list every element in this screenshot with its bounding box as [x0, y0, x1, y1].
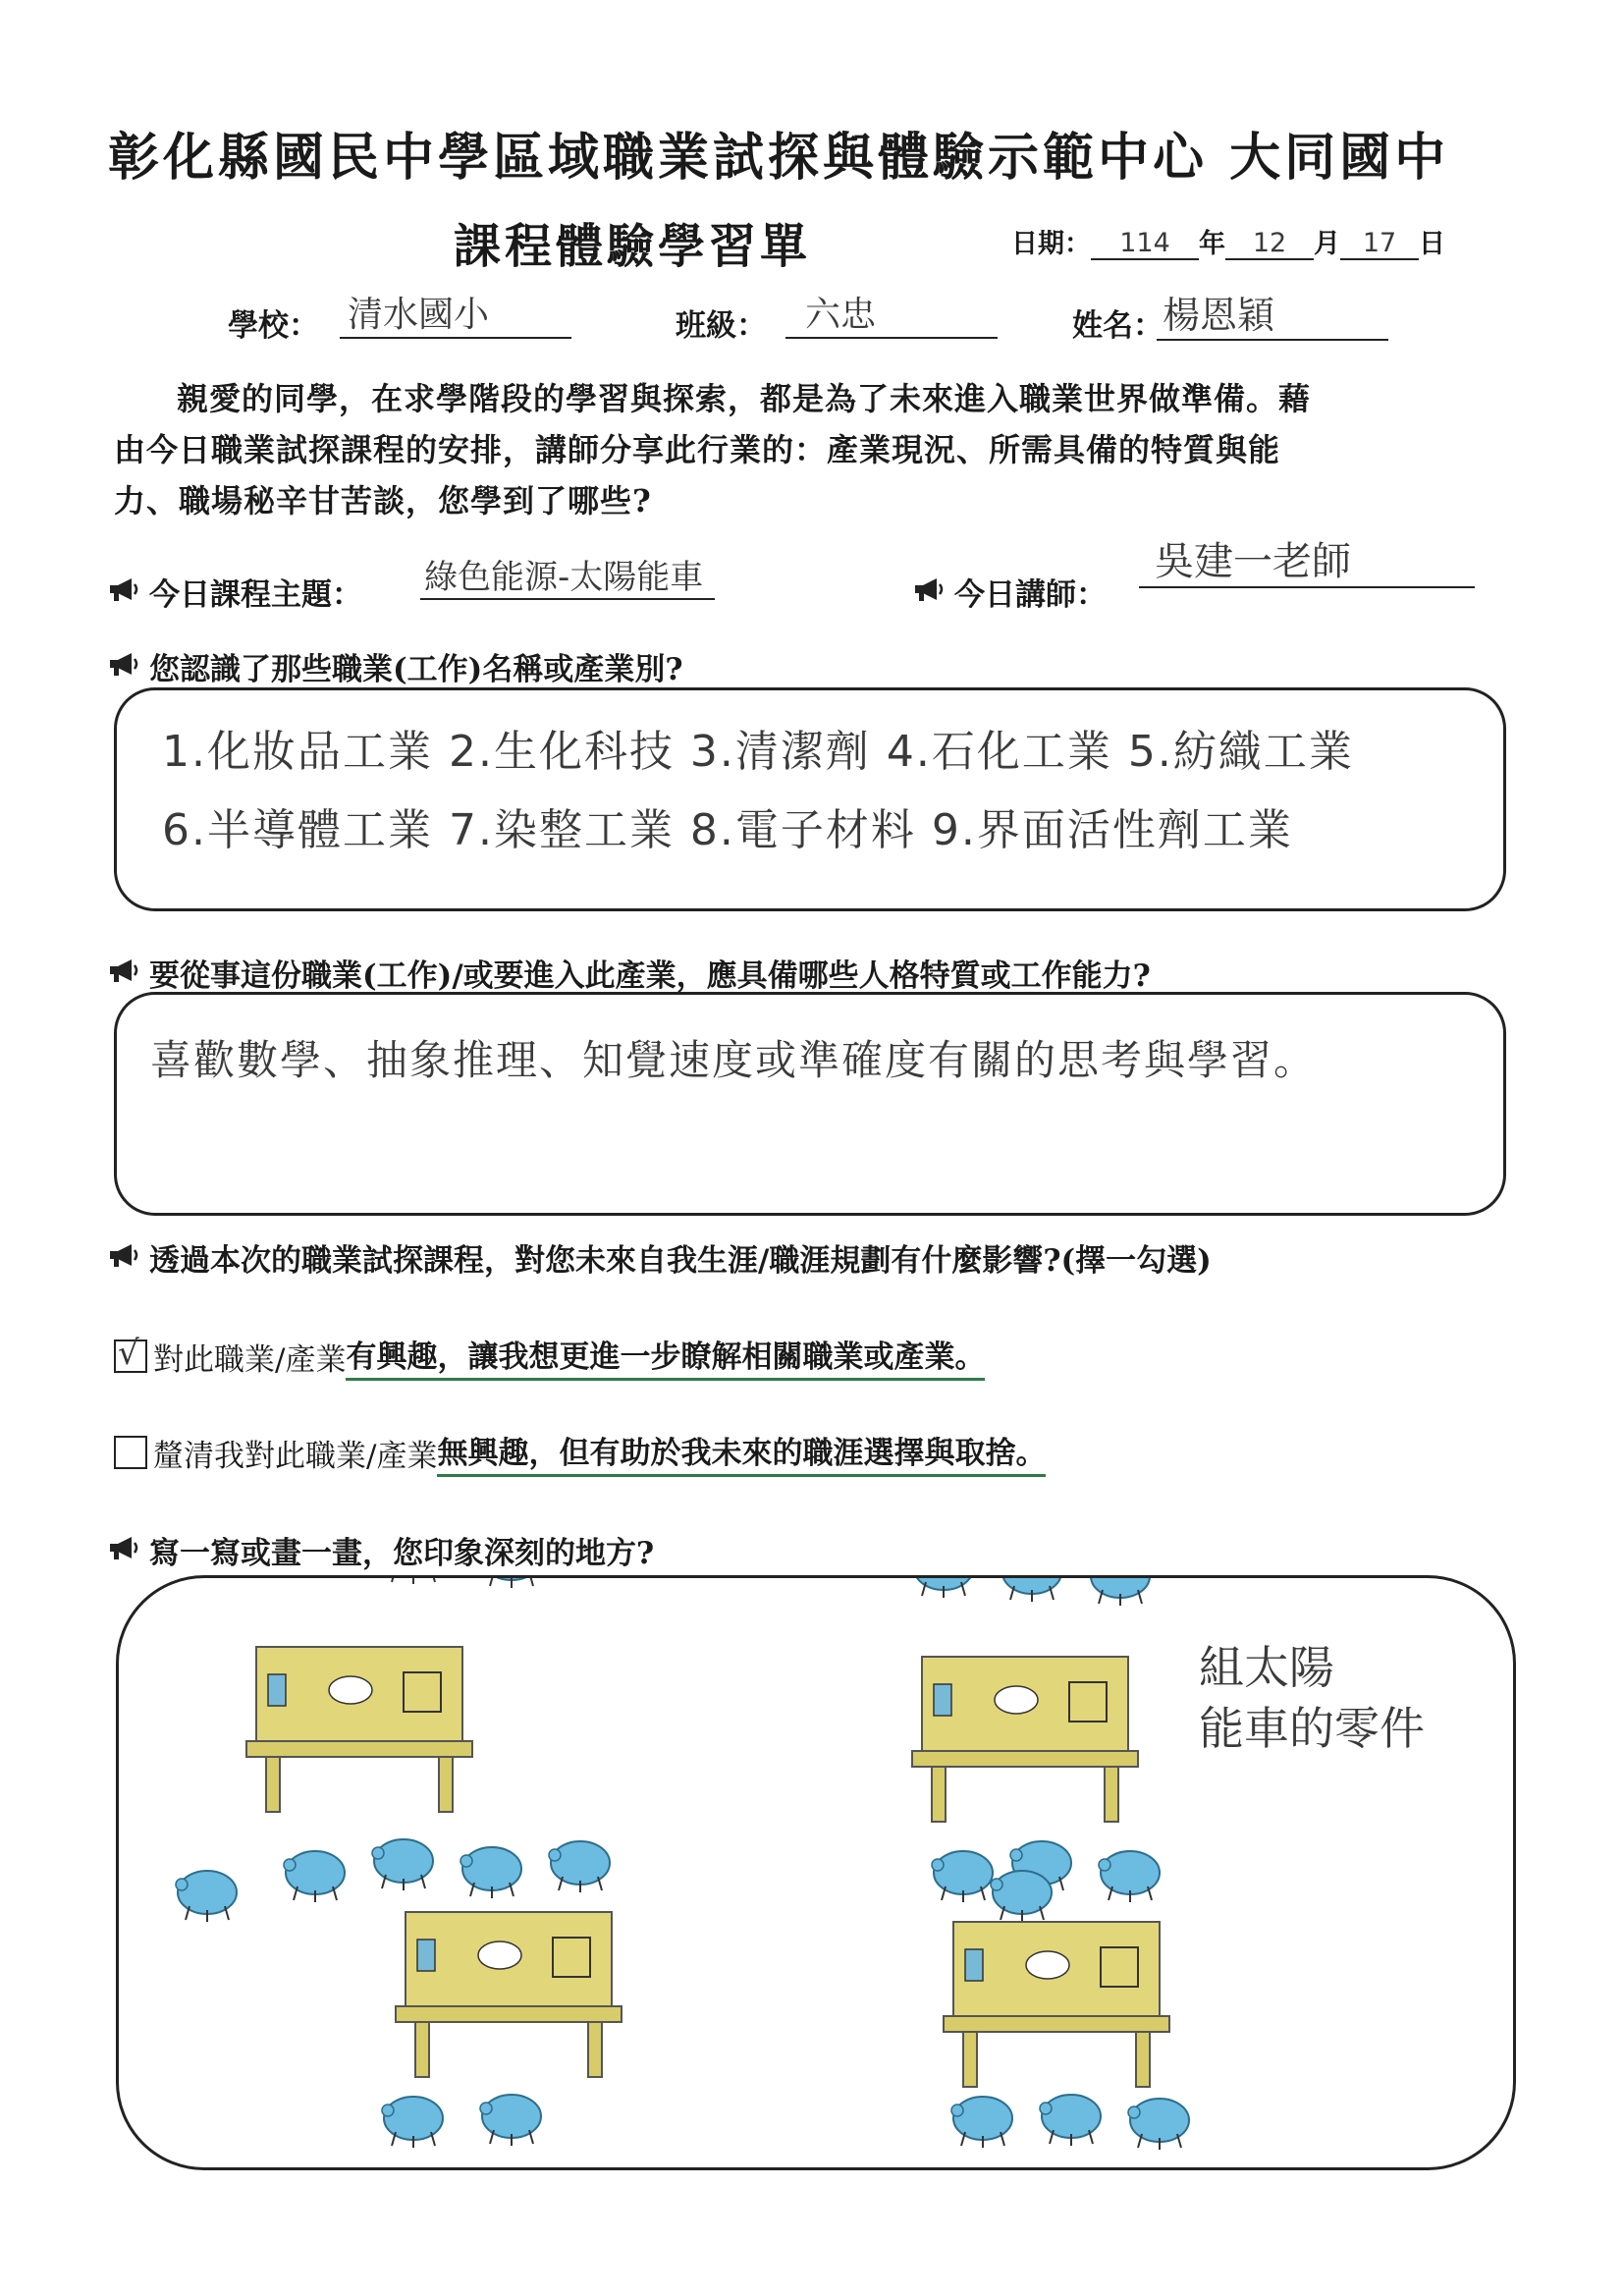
option-2-emphasis: 無興趣，但有助於我未來的職涯選擇與取捨。 — [437, 1428, 1046, 1477]
date-year-field[interactable]: 114 — [1091, 228, 1199, 260]
class-field[interactable]: 六忠 — [785, 287, 998, 339]
q4-question-text: 寫一寫或畫一畫，您印象深刻的地方? — [149, 1536, 655, 1571]
drawing-note — [1199, 1637, 1425, 1759]
name-label: 姓名： — [1072, 308, 1163, 344]
q2-question-text: 要從事這份職業(工作)/或要進入此產業，應具備哪些人格特質或工作能力? — [149, 958, 1151, 994]
school-field[interactable]: 清水國小 — [340, 287, 571, 339]
name-field[interactable]: 楊恩穎 — [1157, 285, 1388, 341]
topic-field[interactable]: 綠色能源-太陽能車 — [420, 550, 715, 600]
check-mark-icon: √ — [118, 1334, 139, 1373]
topic-label: 今日課程主題： — [149, 577, 362, 613]
intro-line-2: 由今日職業試探課程的安排，講師分享此行業的：產業現況、所需具備的特質與能 — [114, 431, 1281, 468]
q2-answer: 喜歡數學、抽象推理、知覺速度或準確度有關的思考與學習。 — [150, 1036, 1318, 1084]
intro-paragraph — [114, 373, 1528, 526]
q2-question — [108, 951, 1151, 995]
drawing-box[interactable] — [116, 1575, 1516, 2170]
intro-line-3: 力、職場秘辛甘苦談，您學到了哪些? — [114, 482, 652, 519]
megaphone-icon — [108, 649, 141, 684]
option-1-emphasis: 有興趣，讓我想更進一步瞭解相關職業或產業。 — [346, 1332, 985, 1381]
megaphone-icon — [108, 956, 141, 991]
option-1-prefix: 對此職業/產業 — [153, 1341, 347, 1378]
day-unit: 日 — [1419, 229, 1445, 259]
year-unit: 年 — [1199, 229, 1225, 259]
date-label: 日期： — [1011, 229, 1091, 259]
intro-line-1: 親愛的同學，在求學階段的學習與探索，都是為了未來進入職業世界做準備。藉 — [177, 380, 1312, 417]
q3-question-text: 透過本次的職業試探課程，對您未來自我生涯/職涯規劃有什麼影響?(擇一勾選) — [149, 1243, 1212, 1279]
megaphone-icon — [108, 1533, 141, 1568]
q3-question — [108, 1235, 1212, 1280]
q1-answer-line-1: 1.化妝品工業 2.生化科技 3.清潔劑 4.石化工業 5.紡織工業 — [162, 727, 1354, 777]
note-line-2: 能車的零件 — [1199, 1702, 1425, 1755]
megaphone-icon — [108, 1240, 141, 1276]
worksheet-title: 課程體驗學習單 — [454, 219, 812, 274]
lecturer-label: 今日講師： — [954, 577, 1107, 613]
class-label: 班級： — [676, 308, 767, 344]
megaphone-icon — [913, 574, 947, 610]
date-day-field[interactable]: 17 — [1340, 228, 1419, 260]
q4-question — [108, 1528, 654, 1572]
note-line-1: 組太陽 — [1199, 1641, 1334, 1694]
q1-question — [108, 644, 683, 688]
lecturer-field[interactable]: 吳建一老師 — [1139, 530, 1475, 588]
date-month-field[interactable]: 12 — [1225, 228, 1314, 260]
q1-question-text: 您認識了那些職業(工作)名稱或產業別? — [149, 652, 683, 687]
date-row — [1011, 222, 1445, 260]
option-1-checkbox[interactable] — [114, 1334, 147, 1373]
q3-option-1[interactable] — [114, 1332, 985, 1381]
topic-label-row — [108, 570, 362, 614]
page-title: 彰化縣國民中學區域職業試探與體驗示範中心 大同國中 — [108, 128, 1450, 188]
school-label: 學校： — [228, 308, 319, 344]
option-2-checkbox[interactable] — [114, 1436, 147, 1469]
megaphone-icon — [108, 574, 141, 610]
q3-option-2[interactable] — [114, 1428, 1046, 1477]
q1-answer-box[interactable] — [114, 687, 1506, 911]
month-unit: 月 — [1314, 229, 1340, 259]
lecturer-label-row — [913, 570, 1107, 614]
option-2-prefix: 釐清我對此職業/產業 — [153, 1438, 438, 1474]
q2-answer-box[interactable] — [114, 992, 1506, 1216]
q1-answer-line-2: 6.半導體工業 7.染整工業 8.電子材料 9.界面活性劑工業 — [162, 805, 1293, 855]
